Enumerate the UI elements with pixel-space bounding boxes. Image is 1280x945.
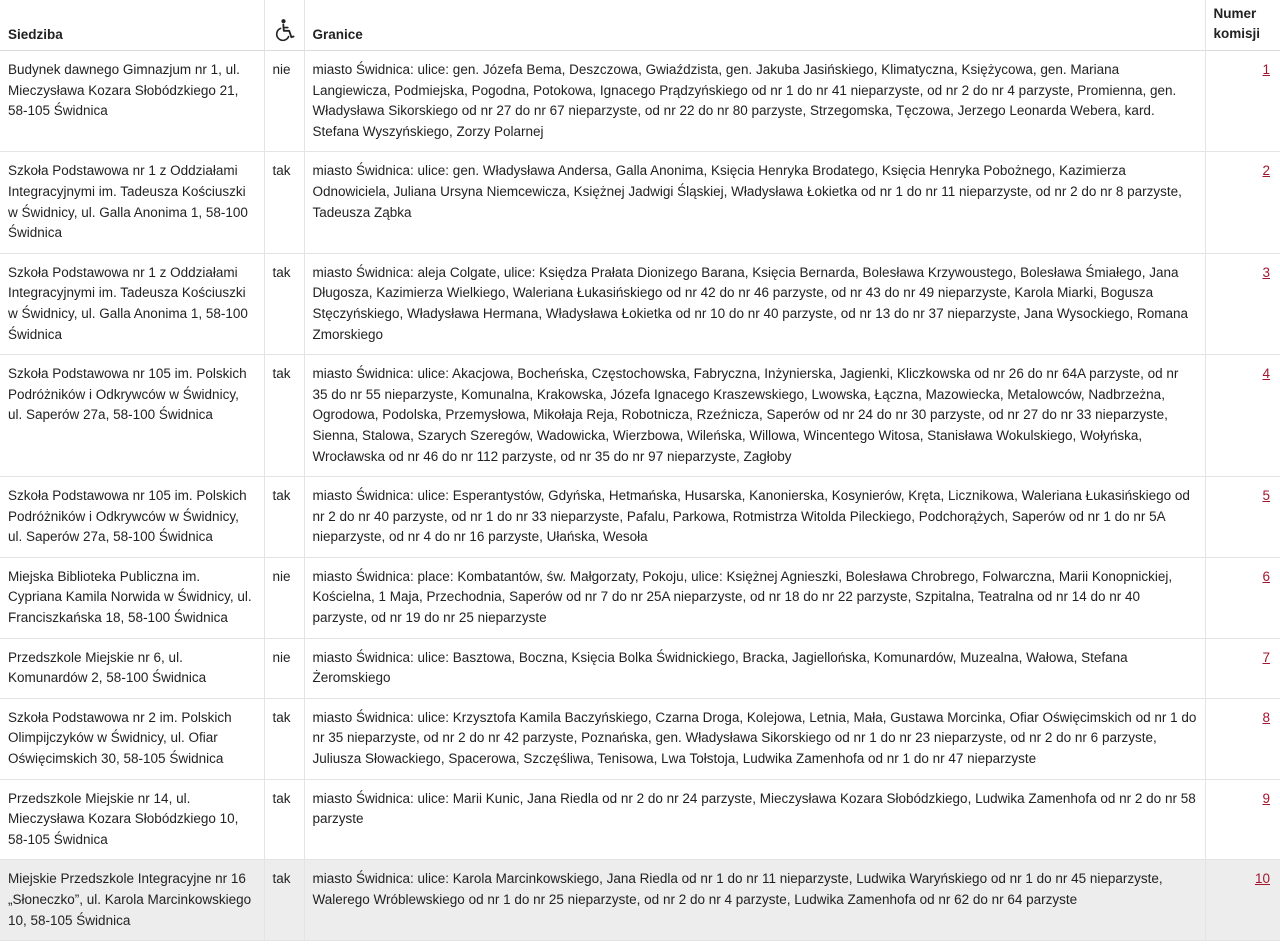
cell-accessibility: tak xyxy=(264,477,304,558)
commission-number-link[interactable]: 10 xyxy=(1254,871,1270,887)
cell-accessibility: tak xyxy=(264,779,304,860)
table-row xyxy=(0,253,1280,354)
cell-granice: miasto Świdnica: ulice: Krzysztofa Kamila Baczyńskiego, Czarna Droga, Kolejowa, Letnia, Mała, Gustawa Morcinka, Ofiar Oświęcimskich od nr 1 do nr 35 nieparzyste, od nr 2 do nr 42 parzyste, Poznańska, gen. Władysława Sikorskiego od nr 1 do nr 23 nieparzyste, od nr 2 do nr 6 parzyste, Juliusza Słowackiego, Spacerowa, Szczęśliwa, Tenisowa, Lwa Tołstoja, Ludwika Zamenhofa od nr 1 do nr 47 nieparzyste xyxy=(304,698,1205,779)
commission-number-link[interactable]: 3 xyxy=(1262,264,1270,280)
header-siedziba: Siedziba xyxy=(0,0,264,51)
table-row xyxy=(0,51,1280,152)
header-granice: Granice xyxy=(304,0,1205,51)
cell-granice: miasto Świdnica: ulice: Esperantystów, Gdyńska, Hetmańska, Husarska, Kanonierska, Kosynierów, Kręta, Licznikowa, Waleriana Łukasińskiego od nr 2 do nr 40 parzyste, od nr 1 do nr 33 nieparzyste, Pafalu, Parkowa, Rotmistrza Witolda Pileckiego, Podchorążych, Saperów od nr 1 do nr 5A nieparzyste, od nr 4 do nr 16 parzyste, Ułańska, Wesoła xyxy=(304,477,1205,558)
cell-numer xyxy=(1205,860,1280,941)
table-row xyxy=(0,779,1280,860)
cell-numer xyxy=(1205,779,1280,860)
table-row xyxy=(0,638,1280,698)
cell-siedziba: Przedszkole Miejskie nr 6, ul. Komunardów 2, 58-100 Świdnica xyxy=(0,638,264,698)
cell-granice: miasto Świdnica: ulice: Karola Marcinkowskiego, Jana Riedla od nr 1 do nr 11 nieparzyste, Ludwika Waryńskiego od nr 1 do nr 45 nieparzyste, Walerego Wróblewskiego od nr 1 do nr 25 nieparzyste, od nr 2 do nr 4 parzyste, Ludwika Zamenhofa od nr 62 do nr 64 parzyste xyxy=(304,860,1205,941)
cell-granice: miasto Świdnica: ulice: Marii Kunic, Jana Riedla od nr 2 do nr 24 parzyste, Mieczysława Kozara Słobódzkiego, Ludwika Zamenhofa od nr 2 do nr 58 parzyste xyxy=(304,779,1205,860)
cell-siedziba: Szkoła Podstawowa nr 2 im. Polskich Olimpijczyków w Świdnicy, ul. Ofiar Oświęcimskich 30, 58-105 Świdnica xyxy=(0,698,264,779)
commission-number-link[interactable]: 1 xyxy=(1262,62,1270,77)
cell-granice: miasto Świdnica: aleja Colgate, ulice: Księdza Prałata Dionizego Barana, Księcia Bernarda, Bolesława Krzywoustego, Bolesława Śmiałego, Jana Długosza, Kazimierza Wielkiego, Waleriana Łukasińskiego od nr 42 do nr 46 parzyste, od nr 43 do nr 49 nieparzyste, Karola Miarki, Bogusza Stęczyńskiego, Władysława Hermana, Władysława Łokietka od nr 10 do nr 40 parzyste, od nr 13 do nr 37 nieparzyste, Jana Wysockiego, Romana Zmorskiego xyxy=(304,253,1205,354)
cell-numer xyxy=(1205,557,1280,638)
commission-number-link[interactable]: 4 xyxy=(1262,366,1270,382)
commission-number-link[interactable]: 8 xyxy=(1262,709,1270,725)
table-row xyxy=(0,860,1280,941)
commission-number-link[interactable]: 2 xyxy=(1262,163,1270,179)
cell-accessibility: tak xyxy=(264,698,304,779)
wheelchair-icon xyxy=(273,18,297,42)
commission-number-link[interactable]: 7 xyxy=(1262,649,1270,665)
commission-number-link[interactable]: 6 xyxy=(1262,568,1270,584)
cell-numer xyxy=(1205,152,1280,253)
cell-accessibility: tak xyxy=(264,253,304,354)
table-row xyxy=(0,152,1280,253)
commission-number-link[interactable]: 5 xyxy=(1262,488,1270,504)
table-body xyxy=(0,51,1280,941)
header-numer-komisji: Numer komisji xyxy=(1205,0,1280,51)
cell-accessibility: tak xyxy=(264,860,304,941)
cell-granice: miasto Świdnica: ulice: gen. Józefa Bema, Deszczowa, Gwiaździsta, gen. Jakuba Jasińskiego, Klimatyczna, Księżycowa, gen. Mariana Langiewicza, Podmiejska, Pogodna, Potokowa, Ignacego Prądzyńskiego od nr 1 do nr 41 nieparzyste, od nr 2 do nr 4 parzyste, Promienna, gen. Władysława Sikorskiego od nr 27 do nr 67 nieparzyste, od nr 22 do nr 80 parzyste, Strzegomska, Tęczowa, Jerzego Leonarda Webera, kard. Stefana Wyszyńskiego, Zorzy Polarnej xyxy=(304,51,1205,152)
table-row xyxy=(0,477,1280,558)
cell-granice: miasto Świdnica: place: Kombatantów, św. Małgorzaty, Pokoju, ulice: Księżnej Agnieszki, Bolesława Chrobrego, Folwarczna, Marii Konopnickiej, Kościelna, 1 Maja, Przechodnia, Saperów od nr 7 do nr 25A nieparzyste, od nr 18 do nr 22 parzyste, Szpitalna, Teatralna od nr 14 do nr 40 parzyste, od nr 19 do nr 25 nieparzyste xyxy=(304,557,1205,638)
cell-accessibility: tak xyxy=(264,355,304,477)
cell-accessibility: nie xyxy=(264,557,304,638)
cell-granice: miasto Świdnica: ulice: gen. Władysława Andersa, Galla Anonima, Księcia Henryka Brodatego, Księcia Henryka Pobożnego, Kazimierza Odnowiciela, Juliana Ursyna Niemcewicza, Księżnej Jadwigi Śląskiej, Władysława Łokietka od nr 1 do nr 11 nieparzyste, od nr 2 do nr 8 parzyste, Tadeusza Ząbka xyxy=(304,152,1205,253)
cell-siedziba: Miejskie Przedszkole Integracyjne nr 16 „Słoneczko”, ul. Karola Marcinkowskiego 10, 58-105 Świdnica xyxy=(0,860,264,941)
cell-granice: miasto Świdnica: ulice: Akacjowa, Bocheńska, Częstochowska, Fabryczna, Inżynierska, Jagienki, Kliczkowska od nr 26 do nr 64A parzyste, od nr 35 do nr 55 nieparzyste, Komunalna, Krakowska, Józefa Ignacego Kraszewskiego, Lwowska, Łączna, Mazowiecka, Metalowców, Nadbrzeżna, Ogrodowa, Podolska, Przemysłowa, Mikołaja Reja, Robotnicza, Rzeźnicza, Saperów od nr 24 do nr 30 parzyste, od nr 27 do nr 33 nieparzyste, Sienna, Stalowa, Szarych Szeregów, Wadowicka, Wierzbowa, Wileńska, Willowa, Wincentego Witosa, Stanisława Wokulskiego, Wołyńska, Wrocławska od nr 46 do nr 112 parzyste, od nr 35 do nr 97 nieparzyste, Zagłoby xyxy=(304,355,1205,477)
cell-numer xyxy=(1205,253,1280,354)
cell-siedziba: Miejska Biblioteka Publiczna im. Cypriana Kamila Norwida w Świdnicy, ul. Franciszkańska 18, 58-100 Świdnica xyxy=(0,557,264,638)
cell-numer xyxy=(1205,638,1280,698)
cell-siedziba: Budynek dawnego Gimnazjum nr 1, ul. Mieczysława Kozara Słobódzkiego 21, 58-105 Świdnica xyxy=(0,51,264,152)
cell-numer xyxy=(1205,698,1280,779)
commission-number-link[interactable]: 9 xyxy=(1262,790,1270,806)
cell-siedziba: Szkoła Podstawowa nr 1 z Oddziałami Integracyjnymi im. Tadeusza Kościuszki w Świdnicy, ul. Galla Anonima 1, 58-100 Świdnica xyxy=(0,152,264,253)
cell-siedziba: Szkoła Podstawowa nr 105 im. Polskich Podróżników i Odkrywców w Świdnicy, ul. Saperów 27a, 58-100 Świdnica xyxy=(0,355,264,477)
table-row xyxy=(0,355,1280,477)
header-accessibility xyxy=(264,0,304,51)
cell-siedziba: Szkoła Podstawowa nr 1 z Oddziałami Integracyjnymi im. Tadeusza Kościuszki w Świdnicy, ul. Galla Anonima 1, 58-100 Świdnica xyxy=(0,253,264,354)
cell-numer xyxy=(1205,477,1280,558)
cell-accessibility: tak xyxy=(264,152,304,253)
cell-granice: miasto Świdnica: ulice: Basztowa, Boczna, Księcia Bolka Świdnickiego, Bracka, Jagiellońska, Komunardów, Muzealna, Wałowa, Stefana Żeromskiego xyxy=(304,638,1205,698)
cell-accessibility: nie xyxy=(264,51,304,152)
table-row xyxy=(0,557,1280,638)
cell-numer xyxy=(1205,355,1280,477)
table-header-row xyxy=(0,0,1280,51)
cell-siedziba: Przedszkole Miejskie nr 14, ul. Mieczysława Kozara Słobódzkiego 10, 58-105 Świdnica xyxy=(0,779,264,860)
cell-siedziba: Szkoła Podstawowa nr 105 im. Polskich Podróżników i Odkrywców w Świdnicy, ul. Saperów 27a, 58-100 Świdnica xyxy=(0,477,264,558)
cell-numer xyxy=(1205,51,1280,152)
table-row xyxy=(0,698,1280,779)
cell-accessibility: nie xyxy=(264,638,304,698)
